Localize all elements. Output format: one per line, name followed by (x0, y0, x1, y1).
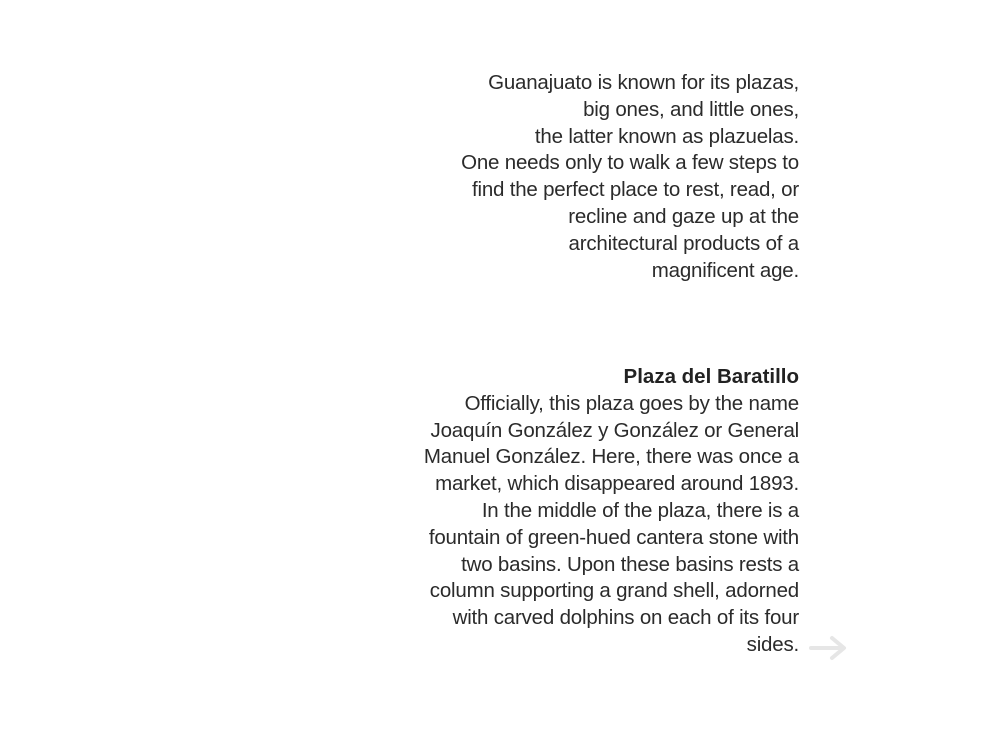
arrow-right-icon (808, 632, 848, 664)
section-line: fountain of green-hued cantera stone with (428, 525, 799, 549)
intro-line: One needs only to walk a few steps to (461, 151, 799, 175)
intro-line: the latter known as plazuelas. (534, 124, 799, 148)
intro-line: big ones, and little ones, (583, 97, 799, 121)
section-line: Manuel González. Here, there was once a (423, 445, 799, 469)
section-line: column supporting a grand shell, adorned (429, 579, 799, 603)
plaza-section (359, 364, 799, 659)
intro-paragraph (379, 70, 799, 284)
section-line: two basins. Upon these basins rests a (461, 552, 799, 576)
section-line: with carved dolphins on each of its four (452, 606, 799, 630)
section-line: sides. (746, 632, 799, 656)
section-line: In the middle of the plaza, there is a (481, 498, 799, 522)
intro-line: recline and gaze up at the (568, 204, 799, 228)
intro-line: architectural products of a (568, 231, 799, 255)
next-page-button[interactable] (808, 632, 848, 664)
section-line: Joaquín González y González or General (430, 418, 799, 442)
intro-line: find the perfect place to rest, read, or (471, 178, 799, 202)
section-line: market, which disappeared around 1893. (435, 472, 799, 496)
intro-line: magnificent age. (651, 258, 799, 282)
section-title: Plaza del Baratillo (623, 365, 799, 388)
section-line: Officially, this plaza goes by the name (464, 391, 799, 415)
intro-line: Guanajuato is known for its plazas, (488, 71, 799, 94)
